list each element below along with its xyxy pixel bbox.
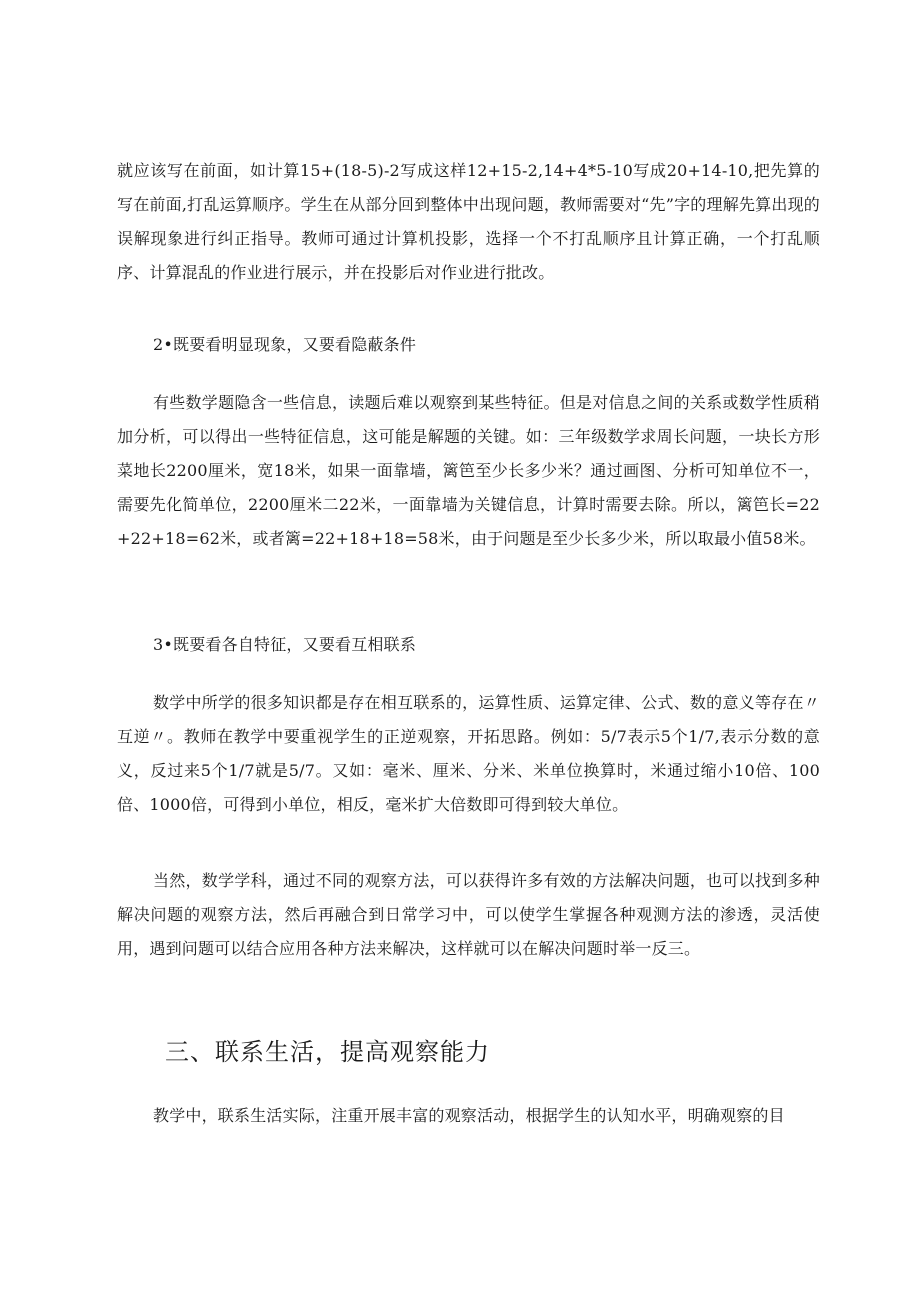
paragraph-life-observation: 教学中，联系生活实际，注重开展丰富的观察活动，根据学生的认知水平，明确观察的目 xyxy=(153,1106,785,1125)
section-heading-life-connection: 三、联系生活，提高观察能力 xyxy=(165,1038,490,1066)
paragraph-inverse-observation: 数学中所学的很多知识都是存在相互联系的，运算性质、运算定律、公式、数的意义等存在〃互逆〃。教师在教学中要重视学生的正逆观察，开拓思路。例如：5/7表示5个1/7,表示分数的意义，反过来5个1/7就是5/7。又如：毫米、厘米、分米、米单位换算时，米通过缩小10倍、100倍、1000倍，可得到小单位，相反，毫米扩大倍数即可得到较大单位。 xyxy=(117,693,820,814)
subheading-interconnections: 3•既要看各自特征，又要看互相联系 xyxy=(153,635,417,654)
paragraph-perimeter-example: 有些数学题隐含一些信息，读题后难以观察到某些特征。但是对信息之间的关系或数学性质稍加分析，可以得出一些特征信息，这可能是解题的关键。如：三年级数学求周长问题，一块长方形菜地长2200厘米，宽18米，如果一面靠墙，篱笆至少长多少米？通过画图、分析可知单位不一，需要先化简单位，2200厘米二22米，一面靠墙为关键信息，计算时需要去除。所以，篱笆长=22+22+18=62米，或者篱=22+18+18=58米，由于问题是至少长多少米，所以取最小值58米。 xyxy=(117,393,820,548)
paragraph-observation-methods: 当然，数学学科，通过不同的观察方法，可以获得许多有效的方法解决问题，也可以找到多种解决问题的观察方法，然后再融合到日常学习中，可以使学生掌握各种观测方法的渗透，灵活使用，遇到问题可以结合应用各种方法来解决，这样就可以在解决问题时举一反三。 xyxy=(117,871,820,958)
paragraph-operation-order: 就应该写在前面，如计算15+(18-5)-2写成这样12+15-2,14+4*5-10写成20+14-10,把先算的写在前面,打乱运算顺序。学生在从部分回到整体中出现问题，教师需要对“先”字的理解先算出现的误解现象进行纠正指导。教师可通过计算机投影，选择一个不打乱顺序且计算正确，一个打乱顺序、计算混乱的作业进行展示，并在投影后对作业进行批改。 xyxy=(117,161,820,282)
subheading-hidden-conditions: 2•既要看明显现象，又要看隐蔽条件 xyxy=(153,335,417,354)
